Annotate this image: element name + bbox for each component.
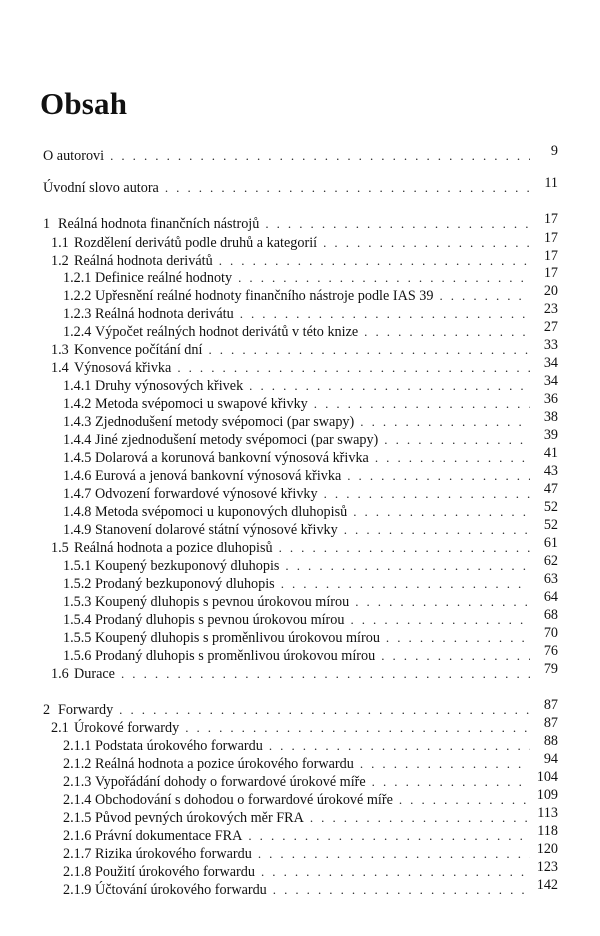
toc-entry[interactable] bbox=[63, 826, 530, 844]
page-title: Obsah bbox=[40, 86, 128, 121]
toc-page-number: 36 bbox=[543, 391, 558, 407]
toc-entry-title: Reálná hodnota derivátu bbox=[95, 306, 234, 322]
toc-entry-number: 1.2.3 bbox=[63, 306, 92, 322]
toc-entry[interactable] bbox=[63, 484, 530, 502]
dot-leader bbox=[353, 504, 530, 520]
toc-entry-title: Výpočet reálných hodnot derivátů v této knize bbox=[95, 324, 359, 340]
toc-entry[interactable] bbox=[51, 358, 530, 376]
toc-entry[interactable] bbox=[63, 862, 530, 880]
toc-page-number: 17 bbox=[543, 248, 558, 264]
dot-leader bbox=[399, 792, 530, 808]
toc-entry-title: Úrokové forwardy bbox=[74, 720, 180, 736]
toc-entry[interactable] bbox=[63, 322, 530, 340]
toc-entry-number: 2.1.8 bbox=[63, 864, 92, 880]
toc-entry-title: Durace bbox=[74, 666, 115, 682]
dot-leader bbox=[375, 450, 530, 466]
dot-leader bbox=[386, 630, 530, 646]
toc-entry-number: 1.2.1 bbox=[63, 270, 92, 286]
toc-entry-title: Vypořádání dohody o forwardové úrokové míře bbox=[95, 774, 366, 790]
toc-page-number: 118 bbox=[537, 823, 558, 839]
dot-leader bbox=[384, 432, 530, 448]
toc-entry-number: 1.4.8 bbox=[63, 504, 92, 520]
toc-entry-number: 1.5.2 bbox=[63, 576, 92, 592]
toc-page-number: 9 bbox=[550, 143, 558, 159]
toc-entry-number: 1.4.4 bbox=[63, 432, 92, 448]
toc-page-number: 52 bbox=[543, 499, 558, 515]
toc-page-number: 27 bbox=[543, 319, 558, 335]
toc-entry[interactable] bbox=[63, 448, 530, 466]
toc-entry[interactable] bbox=[63, 394, 530, 412]
toc-entry[interactable] bbox=[63, 880, 530, 898]
toc-entry-number: 2.1.5 bbox=[63, 810, 92, 826]
dot-leader bbox=[310, 810, 530, 826]
toc-entry-number: 2.1.6 bbox=[63, 828, 92, 844]
toc-entry-number: 2 bbox=[43, 702, 51, 718]
toc-entry[interactable] bbox=[63, 304, 530, 322]
toc-entry[interactable] bbox=[63, 736, 530, 754]
toc-entry-title: Rizika úrokového forwardu bbox=[95, 846, 252, 862]
toc-entry-title: Definice reálné hodnoty bbox=[95, 270, 233, 286]
dot-leader bbox=[258, 846, 530, 862]
toc-entry-title: Upřesnění reálné hodnoty finančního nástroje podle IAS 39 bbox=[95, 288, 434, 304]
toc-entry-number: 1.2.4 bbox=[63, 324, 92, 340]
toc-page-number: 20 bbox=[543, 283, 558, 299]
dot-leader bbox=[248, 828, 530, 844]
dot-leader bbox=[265, 216, 530, 232]
toc-entry-title: Prodaný dluhopis s proměnlivou úrokovou mírou bbox=[95, 648, 376, 664]
toc-entry-number: 2.1.3 bbox=[63, 774, 92, 790]
toc-entry-number: 2.1.1 bbox=[63, 738, 92, 754]
dot-leader bbox=[324, 486, 530, 502]
toc-entry[interactable] bbox=[43, 700, 530, 718]
toc-entry[interactable] bbox=[63, 574, 530, 592]
toc-entry[interactable] bbox=[63, 268, 530, 286]
toc-page-number: 38 bbox=[543, 409, 558, 425]
dot-leader bbox=[249, 378, 530, 394]
toc-entry-title: Prodaný bezkuponový dluhopis bbox=[95, 576, 275, 592]
toc-entry[interactable] bbox=[63, 754, 530, 772]
toc-page-number: 34 bbox=[543, 355, 558, 371]
dot-leader bbox=[261, 864, 530, 880]
toc-entry[interactable] bbox=[43, 214, 530, 232]
toc-entry-title: Účtování úrokového forwardu bbox=[95, 882, 267, 898]
toc-entry[interactable] bbox=[51, 664, 530, 682]
toc-entry-title: Koupený dluhopis s pevnou úrokovou mírou bbox=[95, 594, 350, 610]
toc-entry-number: 1.4.7 bbox=[63, 486, 92, 502]
toc-entry-title: Jiné zjednodušení metody svépomoci (par swapy) bbox=[95, 432, 379, 448]
toc-page-number: 70 bbox=[543, 625, 558, 641]
toc-entry[interactable] bbox=[63, 628, 530, 646]
dot-leader bbox=[177, 360, 530, 376]
dot-leader bbox=[281, 576, 530, 592]
toc-entry-title: Výnosová křivka bbox=[74, 360, 172, 376]
toc-page-number: 94 bbox=[543, 751, 558, 767]
toc-entry-title: Dolarová a korunová bankovní výnosová křivka bbox=[95, 450, 369, 466]
toc-entry-number: 2.1.7 bbox=[63, 846, 92, 862]
toc-entry-number: 1.5.1 bbox=[63, 558, 92, 574]
toc-page-number: 123 bbox=[536, 859, 558, 875]
toc-entry-number: 1.3 bbox=[51, 342, 69, 358]
toc-entry-number: 1.4.3 bbox=[63, 414, 92, 430]
toc-entry[interactable] bbox=[63, 790, 530, 808]
toc-entry-title: Druhy výnosových křivek bbox=[95, 378, 244, 394]
toc-entry-title: Podstata úrokového forwardu bbox=[95, 738, 263, 754]
dot-leader bbox=[355, 594, 530, 610]
toc-entry-title: Eurová a jenová bankovní výnosová křivka bbox=[95, 468, 342, 484]
toc-entry-title: Úvodní slovo autora bbox=[43, 180, 159, 196]
dot-leader bbox=[347, 468, 530, 484]
dot-leader bbox=[350, 612, 530, 628]
dot-leader bbox=[314, 396, 530, 412]
toc-entry-number: 2.1 bbox=[51, 720, 69, 736]
dot-leader bbox=[360, 756, 530, 772]
toc-entry-title: Reálná hodnota finančních nástrojů bbox=[58, 216, 260, 232]
dot-leader bbox=[285, 558, 530, 574]
toc-entry[interactable] bbox=[63, 430, 530, 448]
toc-page-number: 41 bbox=[543, 445, 558, 461]
toc-entry-number: 1.4.2 bbox=[63, 396, 92, 412]
toc-entry-number: 1 bbox=[43, 216, 51, 232]
toc-entry-number: 1.4.9 bbox=[63, 522, 92, 538]
dot-leader bbox=[121, 666, 530, 682]
toc-entry-title: Metoda svépomoci u kuponových dluhopisů bbox=[95, 504, 348, 520]
toc-entry-title: Právní dokumentace FRA bbox=[95, 828, 243, 844]
toc-entry[interactable] bbox=[63, 844, 530, 862]
toc-entry-number: 1.4.5 bbox=[63, 450, 92, 466]
toc-entry-title: Obchodování s dohodou o forwardové úrokové míře bbox=[95, 792, 393, 808]
dot-leader bbox=[240, 306, 530, 322]
dot-leader bbox=[372, 774, 530, 790]
toc-page-number: 17 bbox=[543, 265, 558, 281]
toc-entry-title: Reálná hodnota a pozice úrokového forwardu bbox=[95, 756, 354, 772]
toc-entry[interactable] bbox=[63, 610, 530, 628]
toc-entry-number: 1.5.5 bbox=[63, 630, 92, 646]
toc-page-number: 79 bbox=[543, 661, 558, 677]
dot-leader bbox=[208, 342, 530, 358]
dot-leader bbox=[439, 288, 530, 304]
toc-entry-title: Původ pevných úrokových měr FRA bbox=[95, 810, 304, 826]
toc-entry[interactable] bbox=[63, 592, 530, 610]
toc-page-number: 61 bbox=[543, 535, 558, 551]
toc-entry-number: 1.4 bbox=[51, 360, 69, 376]
toc-entry-number: 1.6 bbox=[51, 666, 69, 682]
toc-entry[interactable] bbox=[43, 146, 530, 164]
toc-entry[interactable] bbox=[63, 466, 530, 484]
toc-page-number: 52 bbox=[543, 517, 558, 533]
dot-leader bbox=[344, 522, 530, 538]
toc-page-number: 142 bbox=[536, 877, 558, 893]
toc-entry-title: Rozdělení derivátů podle druhů a kategorií bbox=[74, 235, 318, 251]
toc-page-number: 62 bbox=[543, 553, 558, 569]
toc-entry[interactable] bbox=[63, 412, 530, 430]
toc-entry-number: 2.1.9 bbox=[63, 882, 92, 898]
toc-entry[interactable] bbox=[63, 808, 530, 826]
dot-leader bbox=[185, 720, 530, 736]
toc-entry-title: O autorovi bbox=[43, 148, 105, 164]
toc-entry[interactable] bbox=[63, 376, 530, 394]
toc-entry-number: 1.1 bbox=[51, 235, 69, 251]
toc-page-number: 33 bbox=[543, 337, 558, 353]
toc-entry-number: 1.2.2 bbox=[63, 288, 92, 304]
dot-leader bbox=[381, 648, 530, 664]
dot-leader bbox=[364, 324, 530, 340]
toc-page-number: 109 bbox=[536, 787, 558, 803]
toc-page-number: 88 bbox=[543, 733, 558, 749]
toc-entry[interactable] bbox=[63, 556, 530, 574]
toc-page-number: 76 bbox=[543, 643, 558, 659]
toc-entry-title: Reálná hodnota derivátů bbox=[74, 253, 213, 269]
dot-leader bbox=[323, 235, 530, 251]
dot-leader bbox=[238, 270, 530, 286]
toc-entry[interactable] bbox=[51, 251, 530, 269]
toc-entry-title: Konvence počítání dní bbox=[74, 342, 203, 358]
dot-leader bbox=[119, 702, 530, 718]
toc-page-number: 43 bbox=[543, 463, 558, 479]
toc-entry-number: 1.4.6 bbox=[63, 468, 92, 484]
toc-page-number: 63 bbox=[543, 571, 558, 587]
toc-page-number: 47 bbox=[543, 481, 558, 497]
toc-entry-title: Koupený dluhopis s proměnlivou úrokovou mírou bbox=[95, 630, 380, 646]
toc-entry[interactable] bbox=[63, 286, 530, 304]
toc-entry[interactable] bbox=[63, 502, 530, 520]
toc-page-number: 87 bbox=[543, 715, 558, 731]
dot-leader bbox=[273, 882, 530, 898]
toc-page-number: 87 bbox=[543, 697, 558, 713]
toc-entry-title: Metoda svépomoci u swapové křivky bbox=[95, 396, 308, 412]
toc-page-number: 64 bbox=[543, 589, 558, 605]
toc-page-number: 17 bbox=[543, 230, 558, 246]
toc-entry[interactable] bbox=[43, 178, 530, 196]
toc-entry-number: 1.5.6 bbox=[63, 648, 92, 664]
toc-entry-title: Použití úrokového forwardu bbox=[95, 864, 255, 880]
toc-entry-title: Zjednodušení metody svépomoci (par swapy) bbox=[95, 414, 355, 430]
toc-page-number: 17 bbox=[543, 211, 558, 227]
toc-entry[interactable] bbox=[51, 718, 530, 736]
toc-entry-title: Forwardy bbox=[58, 702, 114, 718]
toc-entry-title: Reálná hodnota a pozice dluhopisů bbox=[74, 540, 273, 556]
toc-entry-number: 2.1.2 bbox=[63, 756, 92, 772]
toc-entry-title: Stanovení dolarové státní výnosové křivky bbox=[95, 522, 338, 538]
toc-page-number: 120 bbox=[536, 841, 558, 857]
dot-leader bbox=[165, 180, 530, 196]
toc-entry-number: 1.5.4 bbox=[63, 612, 92, 628]
dot-leader bbox=[279, 540, 530, 556]
toc-entry-number: 1.5 bbox=[51, 540, 69, 556]
toc-page-number: 11 bbox=[544, 175, 558, 191]
toc-entry-number: 1.5.3 bbox=[63, 594, 92, 610]
toc-entry-title: Odvození forwardové výnosové křivky bbox=[95, 486, 318, 502]
toc-entry-number: 1.4.1 bbox=[63, 378, 92, 394]
toc-entry[interactable] bbox=[63, 520, 530, 538]
toc-page-number: 104 bbox=[536, 769, 558, 785]
toc-page-number: 39 bbox=[543, 427, 558, 443]
dot-leader bbox=[219, 253, 530, 269]
toc-page-number: 113 bbox=[537, 805, 558, 821]
toc-entry-title: Koupený bezkuponový dluhopis bbox=[95, 558, 280, 574]
toc-page-number: 68 bbox=[543, 607, 558, 623]
dot-leader bbox=[110, 148, 530, 164]
toc-entry[interactable] bbox=[63, 646, 530, 664]
toc-entry[interactable] bbox=[51, 340, 530, 358]
toc-entry-number: 2.1.4 bbox=[63, 792, 92, 808]
toc-entry-title: Prodaný dluhopis s pevnou úrokovou mírou bbox=[95, 612, 345, 628]
toc-entry[interactable] bbox=[51, 538, 530, 556]
dot-leader bbox=[269, 738, 530, 754]
dot-leader bbox=[360, 414, 530, 430]
toc-entry[interactable] bbox=[63, 772, 530, 790]
toc-entry[interactable] bbox=[51, 233, 530, 251]
toc-page-number: 23 bbox=[543, 301, 558, 317]
toc-page-number: 34 bbox=[543, 373, 558, 389]
toc-entry-number: 1.2 bbox=[51, 253, 69, 269]
